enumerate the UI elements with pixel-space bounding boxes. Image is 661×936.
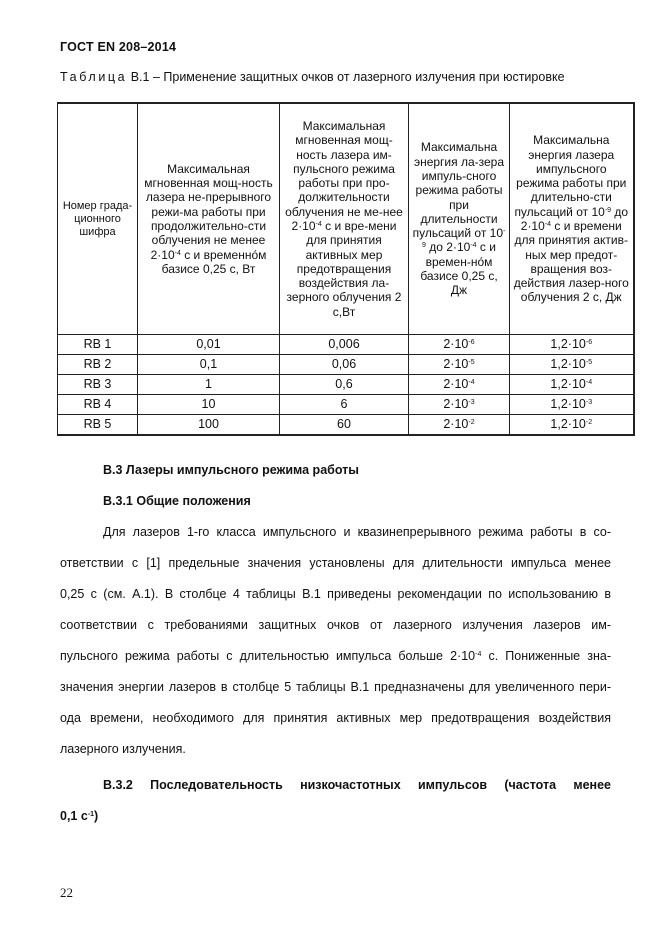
- table-row: [58, 375, 634, 395]
- paragraph-line: соответствии с требованиями защитных очков от лазерного излучения лазеров им-: [60, 618, 611, 632]
- cell-code: RB 3: [58, 375, 138, 395]
- table-header-row: [58, 103, 634, 335]
- cell-pulsed-energy: $2\cdot 10^{-3}$: [409, 395, 510, 415]
- cell-cw-power: 0,01: [138, 335, 280, 355]
- table-row: [58, 355, 634, 375]
- limits-table: [57, 102, 635, 436]
- cell-pulsed-energy-reaction: $1,2\cdot 10^{-5}$: [510, 355, 634, 375]
- cell-pulsed-energy: $2\cdot 10^{-5}$: [409, 355, 510, 375]
- table-row: [58, 335, 634, 355]
- table-row: [58, 395, 634, 415]
- header-pulsed-energy-reaction: Максимальна энергия лазера импульсного режима работы при длительно-сти пульсаций от $10^{-9}$ до $2\cdot 10^{-4}$ с и времени для принятия актив-ных мер предот-вращения воз-действия лазер-ного облучения 2 с, Дж: [510, 103, 634, 335]
- paragraph-line: лазерного излучения.: [60, 742, 186, 756]
- cell-code: RB 5: [58, 415, 138, 436]
- cell-code: RB 4: [58, 395, 138, 415]
- cell-cw-power: 10: [138, 395, 280, 415]
- cell-pulsed-power: 0,6: [280, 375, 409, 395]
- body-paragraph: [60, 517, 611, 765]
- page-number: 22: [60, 885, 73, 900]
- cell-cw-power: 1: [138, 375, 280, 395]
- section-b31-heading: В.3.1 Общие положения: [103, 494, 251, 508]
- header-pulsed-energy: Максимальна энергия ла-зера импуль-сного режима работы при длительности пульсаций от $10^{-9}$ до $2\cdot 10^{-4}$ с и времен-но́м базисе 0,25 с, Дж: [409, 103, 510, 335]
- paragraph-line: 0,25 с (см. А.1). В столбце 4 таблицы В.1 приведены рекомендации по использованию в: [60, 587, 611, 601]
- cell-pulsed-energy-reaction: $1,2\cdot 10^{-4}$: [510, 375, 634, 395]
- cell-pulsed-energy-reaction: $1,2\cdot 10^{-2}$: [510, 415, 634, 436]
- cell-pulsed-energy-reaction: $1,2\cdot 10^{-6}$: [510, 335, 634, 355]
- cell-pulsed-energy: $2\cdot 10^{-6}$: [409, 335, 510, 355]
- table-caption: [60, 70, 565, 84]
- cell-pulsed-energy: $2\cdot 10^{-2}$: [409, 415, 510, 436]
- cell-pulsed-power: 6: [280, 395, 409, 415]
- header-grade-code: Номер града-ционного шифра: [58, 103, 138, 335]
- cell-pulsed-power: 60: [280, 415, 409, 436]
- paragraph-line: значения энергии лазеров в столбце 5 таблицы В.1 предназначены для увеличенного пери-: [60, 680, 611, 694]
- cell-pulsed-energy-reaction: $1,2\cdot 10^{-3}$: [510, 395, 634, 415]
- caption-text: – Применение защитных очков от лазерного излучения при юстировке: [152, 70, 565, 84]
- cell-code: RB 2: [58, 355, 138, 375]
- cell-pulsed-energy: $2\cdot 10^{-4}$: [409, 375, 510, 395]
- paragraph-line-with-exponent: пульсного режима работы с длительностью импульса больше $2\cdot 10^{-4}$ с. Пониженные зна-: [60, 649, 611, 663]
- cell-cw-power: 0,1: [138, 355, 280, 375]
- table-row: [58, 415, 634, 436]
- paragraph-line: ответствии с [1] предельные значения установлены для длительности импульса менее: [60, 556, 611, 570]
- cell-pulsed-power: 0,06: [280, 355, 409, 375]
- caption-number: В.1: [130, 70, 150, 84]
- section-b32-title: В.3.2 Последовательность низкочастотных импульсов (частота менее: [103, 778, 611, 792]
- cell-cw-power: 100: [138, 415, 280, 436]
- caption-label: Таблица: [60, 70, 128, 84]
- document-header: ГОСТ EN 208–2014: [60, 40, 177, 54]
- header-cw-power: Максимальная мгновенная мощ-ность лазера не-прерывного режи-ма работы при продолжительно-сти облучения не менее $2\cdot 10^{-4}$ с и временно́м базисе 0,25 с, Вт: [138, 103, 280, 335]
- cell-code: RB 1: [58, 335, 138, 355]
- paragraph-line: Для лазеров 1-го класса импульсного и квазинепрерывного режима работы в со-: [103, 525, 611, 539]
- cell-pulsed-power: 0,006: [280, 335, 409, 355]
- section-b32-title-cont: 0,1 $с^{-1}$): [60, 809, 99, 823]
- section-b32-heading: [60, 770, 611, 832]
- section-b3-heading: В.3 Лазеры импульсного режима работы: [103, 463, 359, 477]
- paragraph-line: ода времени, необходимого для принятия активных мер предотвращения воздействия: [60, 711, 611, 725]
- header-pulsed-power: Максимальная мгновенная мощ-ность лазера им-пульсного режима работы при про-должительности облучения не ме-нее $2\cdot 10^{-4}$ с и вре-мени для принятия активных мер предотвращения воздействия ла-зерного облучения 2 с,Вт: [280, 103, 409, 335]
